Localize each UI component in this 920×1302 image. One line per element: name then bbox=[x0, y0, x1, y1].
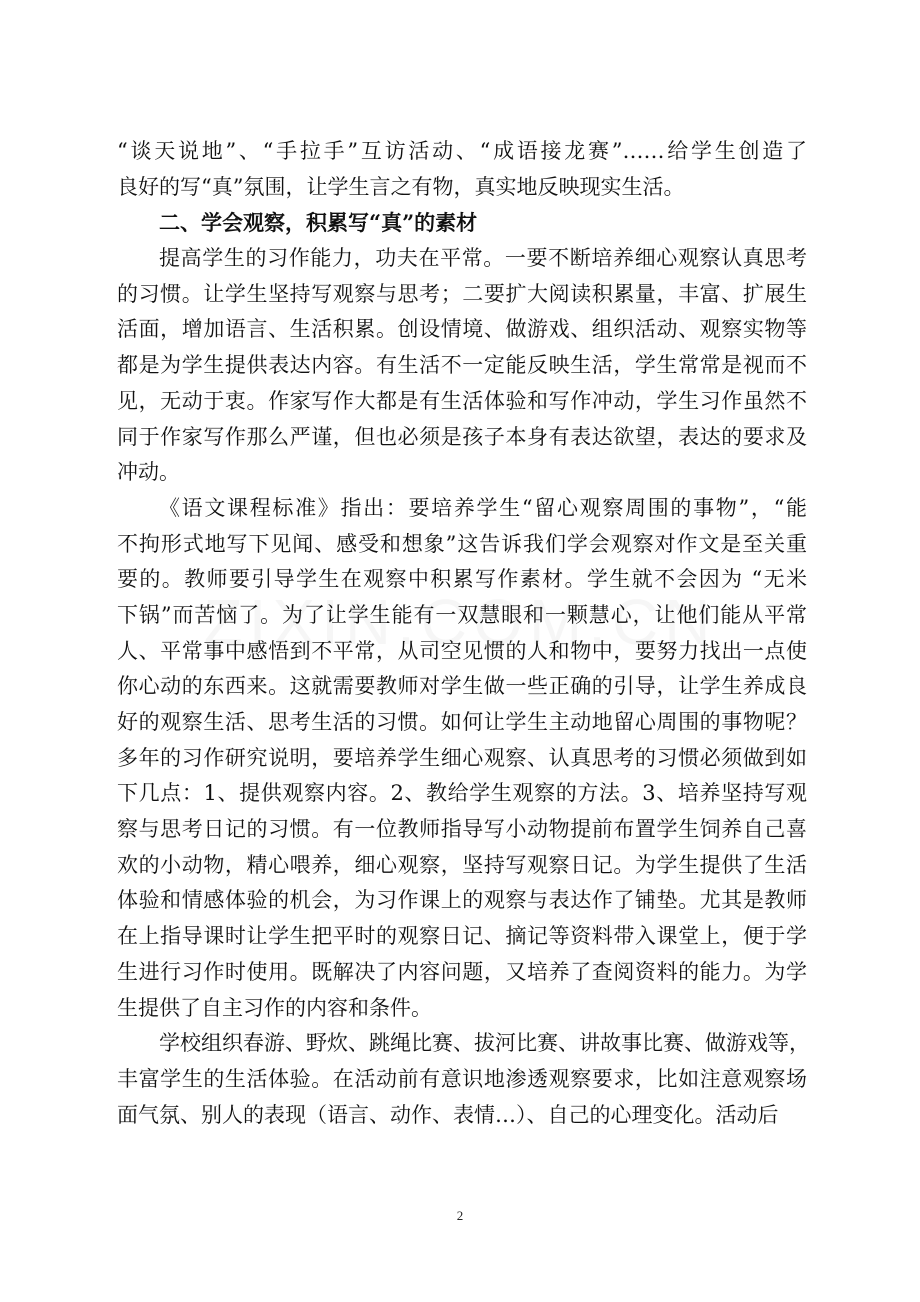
paragraph bbox=[117, 1026, 810, 1133]
text-line: 要的。教师要引导学生在观察中积累写作素材。学生就不会因为 “无米 bbox=[117, 567, 807, 592]
text-line: 冲动。 bbox=[117, 460, 180, 485]
text-line: 《语文课程标准》指出：要培养学生“留心观察周围的事物”，“能 bbox=[159, 495, 807, 520]
text-line: 学校组织春游、野炊、跳绳比赛、拔河比赛、讲故事比赛、做游戏等， bbox=[159, 1031, 810, 1056]
text-line: 见，无动于衷。作家写作大都是有生活体验和写作冲动，学生习作虽然不 bbox=[117, 388, 807, 413]
text-line: 不拘形式地写下见闻、感受和想象”这告诉我们学会观察对作文是至关重 bbox=[117, 531, 807, 556]
document-body bbox=[117, 134, 810, 1133]
text-line: 的习惯。让学生坚持写观察与思考；二要扩大阅读积累量，丰富、扩展生 bbox=[117, 281, 807, 306]
paragraph bbox=[117, 491, 807, 1026]
text-line: 察与思考日记的习惯。有一位教师指导写小动物提前布置学生饲养自己喜 bbox=[117, 817, 807, 842]
text-line: “谈天说地”、“手拉手”互访活动、“成语接龙赛”……给学生创造了 bbox=[117, 139, 807, 163]
text-line: 你心动的东西来。这就需要教师对学生做一些正确的引导，让学生养成良 bbox=[117, 674, 807, 699]
paragraph bbox=[117, 134, 807, 205]
text-line: 丰富学生的生活体验。在活动前有意识地渗透观察要求，比如注意观察场 bbox=[117, 1066, 807, 1091]
text-line: 体验和情感体验的机会，为习作课上的观察与表达作了铺垫。尤其是教师 bbox=[117, 888, 807, 913]
text-line: 生提供了自主习作的内容和条件。 bbox=[117, 995, 432, 1020]
section-heading bbox=[117, 205, 807, 241]
text-line: 面气氛、别人的表现（语言、动作、表情…）、自己的心理变化。活动后 bbox=[117, 1102, 779, 1127]
text-line: 提高学生的习作能力，功夫在平常。一要不断培养细心观察认真思考 bbox=[159, 246, 807, 271]
paragraph bbox=[117, 241, 807, 491]
text-line: 人、平常事中感悟到不平常，从司空见惯的人和物中，要努力找出一点使 bbox=[117, 638, 807, 663]
text-line: 在上指导课时让学生把平时的观察日记、摘记等资料带入课堂上，便于学 bbox=[117, 924, 807, 949]
text-line: 同于作家写作那么严谨，但也必须是孩子本身有表达欲望，表达的要求及 bbox=[117, 424, 807, 449]
text-line: 活面，增加语言、生活积累。创设情境、做游戏、组织活动、观察实物等 bbox=[117, 317, 807, 342]
text-line: 好的观察生活、思考生活的习惯。如何让学生主动地留心周围的事物呢？ bbox=[117, 710, 807, 734]
text-line: 多年的习作研究说明，要培养学生细心观察、认真思考的习惯必须做到如 bbox=[117, 745, 807, 770]
text-line: 下几点：1、提供观察内容。2、教给学生观察的方法。3、培养坚持写观 bbox=[117, 781, 807, 806]
text-line: 下锅”而苦恼了。为了让学生能有一双慧眼和一颗慧心，让他们能从平常 bbox=[117, 602, 807, 627]
page-number: 2 bbox=[456, 1208, 464, 1223]
text-line: 都是为学生提供表达内容。有生活不一定能反映生活，学生常常是视而不 bbox=[117, 353, 807, 378]
text-line: 生进行习作时使用。既解决了内容问题，又培养了查阅资料的能力。为学 bbox=[117, 959, 807, 984]
text-line: 欢的小动物，精心喂养，细心观察，坚持写观察日记。为学生提供了生活 bbox=[117, 852, 807, 877]
text-line: 良好的写“真”氛围，让学生言之有物，真实地反映现实生活。 bbox=[117, 174, 685, 199]
text-line: 二、学会观察，积累写“真”的素材 bbox=[159, 210, 478, 236]
